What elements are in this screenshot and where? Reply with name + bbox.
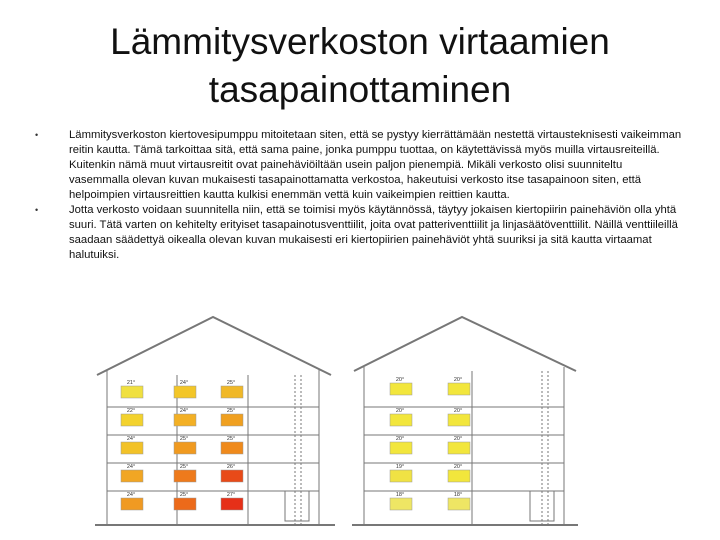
right-temperature-label: 20°	[395, 436, 405, 442]
right-radiator	[390, 470, 412, 482]
right-radiator	[390, 498, 412, 510]
bullet-dot-icon: •	[35, 205, 39, 215]
left-temperature-label: 21°	[126, 380, 136, 386]
left-radiator	[121, 498, 143, 510]
left-radiator	[174, 498, 196, 510]
right-temperature-label: 20°	[395, 377, 405, 383]
bullet-item	[35, 203, 685, 263]
left-radiator	[221, 414, 243, 426]
bullet-item	[35, 128, 685, 203]
bullet-text: Jotta verkosto voidaan suunnitella niin, että se toimisi myös käytännössä, täytyy jokaisen kiertopiirin painehäviön olla yhtä suuri. Tätä varten on kehitelty erityiset tasapainotusventtiilit, joita ovat patteriventtiilit ja linjasäätöventtiilit. Näillä venttiileillä saadaan säädettyä oikealla olevan kuvan mukaisesti eri kiertopiirien painehäviöt yhtä suuriksi ja sitä kautta virtaamat halutuiksi.	[69, 204, 678, 261]
left-radiator	[221, 442, 243, 454]
left-temperature-label: 25°	[226, 408, 236, 414]
right-radiator	[390, 414, 412, 426]
right-temperature-label: 20°	[453, 408, 463, 414]
bullet-text: Lämmitysverkoston kiertovesipumppu mitoitetaan siten, että se pystyy kierrättämään nestettä virtausteknisesti vaikeimman reitin kautta. Tämä tarkoittaa sitä, että sama paine, jonka pumppu tuottaa, on käytettävissä myös muilla virtausreiteillä. Kuitenkin nämä muut virtausreitit ovat painehäviöiltään usein paljon pienempiä. Mikäli verkosto olisi suunniteltu vasemmalla olevan kuvan mukaisesti tasapainottamatta verkostoa, hakeutuisi verkosto itse tasapainoon siten, että helpoimpien virtausreittien kautta kulkisi enemmän vettä kuin vaikeimpien reittien kautta.	[69, 129, 682, 201]
left-radiator	[121, 414, 143, 426]
left-temperature-label: 26°	[226, 464, 236, 470]
title-line-2: tasapainottaminen	[208, 69, 512, 110]
left-temperature-label: 27°	[226, 492, 236, 498]
left-temperature-label: 25°	[226, 436, 236, 442]
left-radiator	[221, 386, 243, 398]
left-temperature-label: 22°	[126, 408, 136, 414]
left-temperature-label: 25°	[226, 380, 236, 386]
left-temperature-label: 24°	[179, 380, 189, 386]
left-temperature-label: 25°	[179, 492, 189, 498]
left-radiator	[174, 414, 196, 426]
left-radiator	[174, 386, 196, 398]
right-temperature-label: 20°	[453, 464, 463, 470]
right-temperature-label: 20°	[453, 436, 463, 442]
right-radiator	[448, 414, 470, 426]
right-temperature-label: 20°	[453, 377, 463, 383]
left-temperature-label: 24°	[126, 464, 136, 470]
right-radiators	[390, 377, 470, 510]
right-temperature-label: 18°	[395, 492, 405, 498]
left-house-diagram	[95, 315, 335, 530]
right-temperature-label: 20°	[395, 408, 405, 414]
right-radiator	[390, 442, 412, 454]
left-temperature-label: 24°	[179, 408, 189, 414]
title-line-1: Lämmitysverkoston virtaamien	[110, 21, 610, 62]
right-temperature-label: 19°	[395, 464, 405, 470]
slide-title	[0, 18, 720, 114]
left-radiator	[121, 470, 143, 482]
right-radiator	[448, 383, 470, 395]
left-temperature-label: 25°	[179, 436, 189, 442]
left-radiator	[174, 442, 196, 454]
right-radiator	[448, 470, 470, 482]
left-radiator	[174, 470, 196, 482]
right-house-diagram	[352, 315, 578, 530]
right-radiator	[448, 498, 470, 510]
left-radiator	[221, 498, 243, 510]
bullet-dot-icon: •	[35, 130, 39, 140]
left-temperature-label: 24°	[126, 492, 136, 498]
left-temperature-label: 25°	[179, 464, 189, 470]
left-radiator	[121, 386, 143, 398]
right-temperature-label: 18°	[453, 492, 463, 498]
left-temperature-label: 24°	[126, 436, 136, 442]
left-radiator	[221, 470, 243, 482]
right-radiator	[448, 442, 470, 454]
right-radiator	[390, 383, 412, 395]
left-radiator	[121, 442, 143, 454]
bullet-list	[35, 128, 685, 263]
